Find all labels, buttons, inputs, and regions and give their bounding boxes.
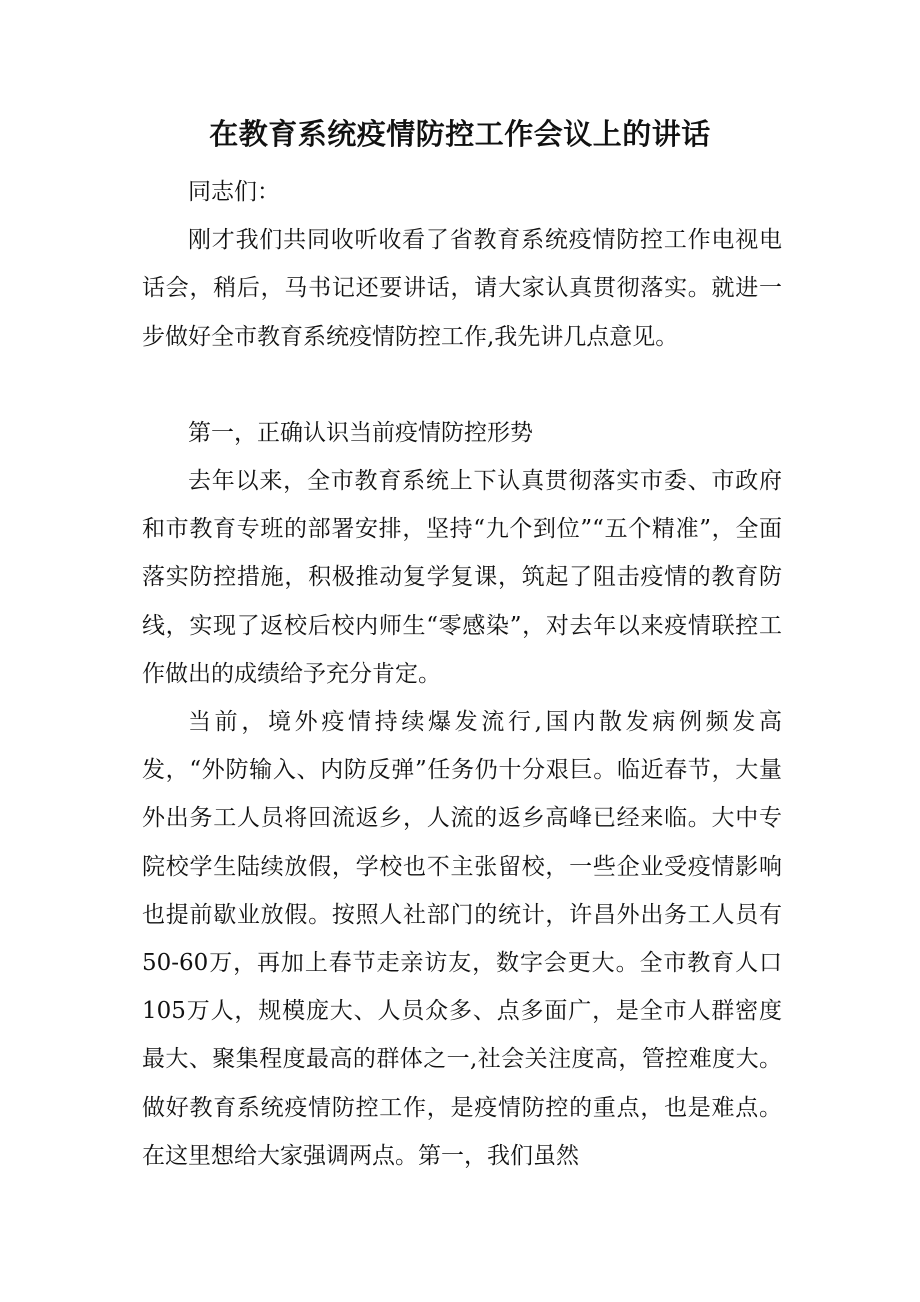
document-body xyxy=(142,168,782,1180)
paragraph-review: 去年以来，全市教育系统上下认真贯彻落实市委、市政府和市教育专班的部署安排，坚持“九个到位”“五个精准”，全面落实防控措施，积极推动复学复课，筑起了阻击疫情的教育防线，实现了返校后校内师生“零感染”，对去年以来疫情联控工作做出的成绩给予充分肯定。 xyxy=(142,468,782,687)
salutation: 同志们： xyxy=(188,179,280,205)
paragraph-current-situation: 当前，境外疫情持续爆发流行,国内散发病例频发高发，“外防输入、内防反弹”任务仍十分艰巨。临近春节，大量外出务工人员将回流返乡，人流的返乡高峰已经来临。大中专院校学生陆续放假，学校也不主张留校，一些企业受疫情影响也提前歇业放假。按照人社部门的统计，许昌外出务工人员有50-60万，再加上春节走亲访友，数字会更大。全市教育人口105万人，规模庞大、人员众多、点多面广，是全市人群密度最大、聚集程度最高的群体之一,社会关注度高，管控难度大。做好教育系统疫情防控工作，是疫情防控的重点，也是难点。在这里想给大家强调两点。第一，我们虽然 xyxy=(142,709,782,1169)
document-title: 在教育系统疫情防控工作会议上的讲话 xyxy=(209,117,711,151)
section-heading-1: 第一，正确认识当前疫情防控形势 xyxy=(188,419,533,446)
paragraph-opening: 刚才我们共同收听收看了省教育系统疫情防控工作电视电话会，稍后，马书记还要讲话，请大家认真贯彻落实。就进一步做好全市教育系统疫情防控工作,我先讲几点意见。 xyxy=(142,227,782,350)
